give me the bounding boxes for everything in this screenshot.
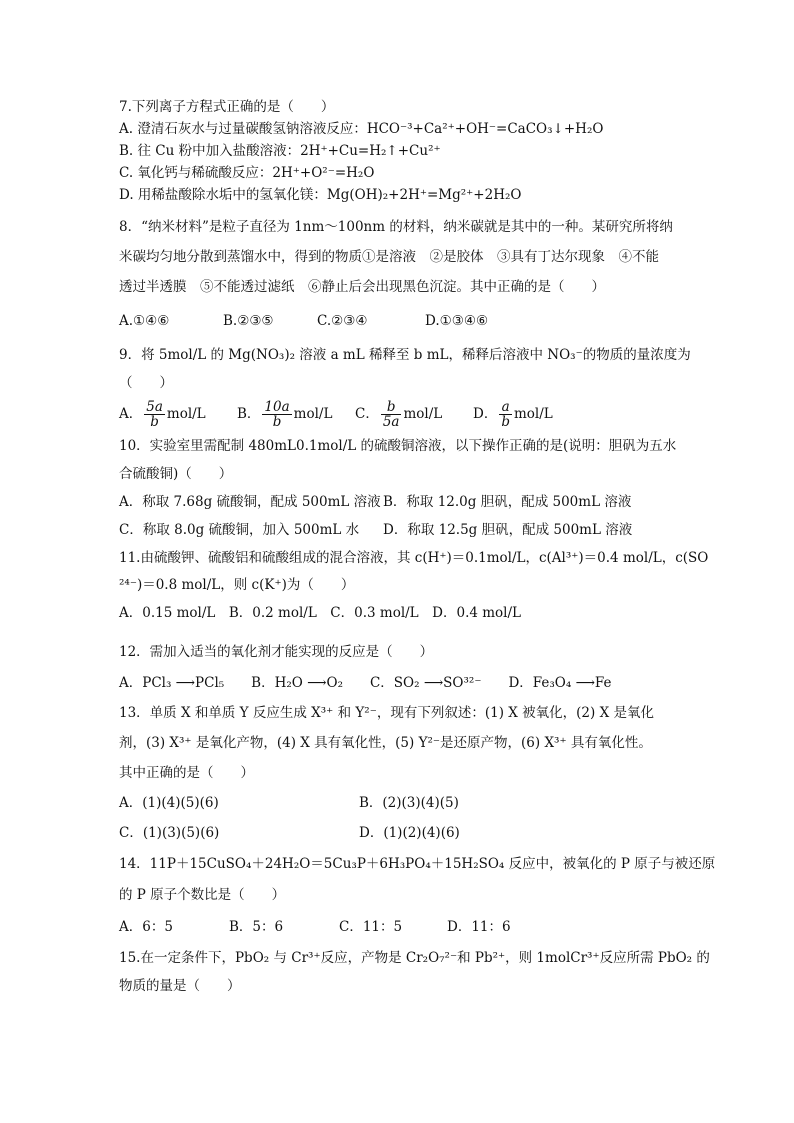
fraction xyxy=(499,400,512,429)
question-8-stem-line-1: 8．“纳米材料”是粒子直径为 1nm～100nm 的材料，纳米碳就是其中的一种。某研究所将纳 xyxy=(119,219,673,235)
question-7 xyxy=(119,96,679,206)
question-10-options-row-2 xyxy=(119,516,679,544)
question-7-stem: 7.下列离子方程式正确的是（ ） xyxy=(119,99,335,115)
question-8-option-a: A.①④⑥ xyxy=(119,313,170,329)
question-14-option-a: A．6：5 xyxy=(119,919,173,935)
denominator: b xyxy=(272,414,282,430)
question-9 xyxy=(119,340,691,432)
question-15 xyxy=(119,944,710,1000)
unit: mol/L xyxy=(293,406,333,422)
question-10-stem-line-2: 合硫酸铜)（ ） xyxy=(119,466,233,482)
question-11 xyxy=(119,544,709,628)
denominator: b xyxy=(501,414,510,430)
numerator: 10a xyxy=(264,399,290,415)
question-13-stem-line-1: 13．单质 X 和单质 Y 反应生成 X³⁺ 和 Y²⁻，现有下列叙述：(1) X 被氧化，(2) X 是氧化 xyxy=(119,705,654,721)
question-8 xyxy=(119,212,679,340)
question-8-stem-line-2: 米碳均匀地分散到蒸馏水中，得到的物质①是溶液 ②是胶体 ③具有丁达尔现象 ④不能 xyxy=(119,249,659,265)
denominator: 5a xyxy=(382,414,400,430)
question-8-options xyxy=(119,302,679,340)
question-13-stem-line-3: 其中正确的是（ ） xyxy=(119,765,254,781)
question-13-option-b: B．(2)(3)(4)(5) xyxy=(359,795,459,811)
unit: mol/L xyxy=(166,406,206,422)
question-10-stem-line-1: 10．实验室里需配制 480mL0.1mol/L 的硫酸铜溶液，以下操作正确的是(说明：胆矾为五水 xyxy=(119,438,677,454)
question-9-stem-line-2: （ ） xyxy=(119,375,173,391)
question-13-stem-line-2: 剂，(3) X³⁺ 是氧化产物，(4) X 具有氧化性，(5) Y²⁻是还原产物，(6) X³⁺ 具有氧化性。 xyxy=(119,735,652,751)
question-9-stem-line-1: 9．将 5mol/L 的 Mg(NO₃)₂ 溶液 a mL 稀释至 b mL，稀释后溶液中 NO₃⁻的物质的量浓度为 xyxy=(119,347,691,363)
question-15-stem-line-2: 物质的量是（ ） xyxy=(119,978,241,994)
question-9-option-c xyxy=(355,396,473,432)
unit: mol/L xyxy=(403,406,443,422)
question-12-stem: 12．需加入适当的氧化剂才能实现的反应是（ ） xyxy=(119,644,434,660)
question-9-options xyxy=(119,396,679,432)
question-10-option-c: C．称取 8.0g 硫酸铜，加入 500mL 水 xyxy=(119,522,360,538)
fraction xyxy=(381,400,402,429)
option-label: A． xyxy=(119,406,143,422)
question-9-option-a xyxy=(119,396,237,432)
question-14-option-b: B．5：6 xyxy=(229,919,284,935)
exam-page xyxy=(119,96,716,1000)
question-14-options xyxy=(119,910,679,944)
question-10-option-a: A．称取 7.68g 硫酸铜，配成 500mL 溶液 xyxy=(119,494,381,510)
numerator: 5a xyxy=(146,399,163,415)
question-13-option-d: D．(1)(2)(4)(6) xyxy=(359,825,460,841)
denominator: b xyxy=(150,414,159,430)
question-9-option-d xyxy=(473,396,553,432)
numerator: b xyxy=(381,400,402,415)
question-8-option-b: B.②③⑤ xyxy=(223,313,274,329)
question-7-option-a: A. 澄清石灰水与过量碳酸氢钠溶液反应：HCO⁻³+Ca²⁺+OH⁻=CaCO₃↓+H₂O xyxy=(119,121,604,137)
option-label: C． xyxy=(355,406,379,422)
question-14-option-d: D．11：6 xyxy=(447,919,511,935)
question-11-stem-line-1: 11.由硫酸钾、硫酸铝和硫酸组成的混合溶液，其 c(H⁺)＝0.1mol/L，c(Al³⁺)＝0.4 mol/L，c(SO xyxy=(119,550,709,566)
question-13 xyxy=(119,698,679,848)
question-8-option-d: D.①③④⑥ xyxy=(425,313,489,329)
question-8-stem-line-3: 透过半透膜 ⑤不能透过滤纸 ⑥静止后会出现黑色沉淀。其中正确的是（ ） xyxy=(119,279,605,295)
question-14-option-c: C．11：5 xyxy=(339,919,403,935)
question-7-option-b: B. 往 Cu 粉中加入盐酸溶液：2H⁺+Cu=H₂↑+Cu²⁺ xyxy=(119,143,441,159)
question-14-stem-line-2: 的 P 原子个数比是（ ） xyxy=(119,887,286,903)
question-13-options-row-2 xyxy=(119,818,679,848)
question-10-option-d: D．称取 12.5g 胆矾，配成 500mL 溶液 xyxy=(383,522,633,538)
question-10 xyxy=(119,432,679,544)
question-7-option-d: D. 用稀盐酸除水垢中的氢氧化镁：Mg(OH)₂+2H⁺=Mg²⁺+2H₂O xyxy=(119,187,522,203)
question-10-option-b: B．称取 12.0g 胆矾，配成 500mL 溶液 xyxy=(383,494,632,510)
question-12 xyxy=(119,636,679,698)
question-7-option-c: C. 氧化钙与稀硫酸反应：2H⁺+O²⁻=H₂O xyxy=(119,165,375,181)
question-12-options: A．PCl₃ ⟶PCl₅ B．H₂O ⟶O₂ C．SO₂ ⟶SO³²⁻ D．Fe₃O₄ ⟶Fe xyxy=(119,675,612,691)
fraction xyxy=(144,400,165,429)
question-10-options-row-1 xyxy=(119,488,679,516)
question-14-stem-line-1: 14．11P＋15CuSO₄＋24H₂O＝5Cu₃P＋6H₃PO₄＋15H₂SO₄ 反应中，被氧化的 P 原子与被还原 xyxy=(119,856,716,872)
fraction xyxy=(262,400,291,429)
option-label: D． xyxy=(473,406,498,422)
question-8-option-c: C.②③④ xyxy=(317,313,368,329)
question-15-stem-line-1: 15.在一定条件下，PbO₂ 与 Cr³⁺反应，产物是 Cr₂O₇²⁻和 Pb²⁺，则 1molCr³⁺反应所需 PbO₂ 的 xyxy=(119,950,710,966)
question-13-option-a: A．(1)(4)(5)(6) xyxy=(119,795,219,811)
question-13-option-c: C．(1)(3)(5)(6) xyxy=(119,825,220,841)
numerator: a xyxy=(499,400,512,415)
question-14 xyxy=(119,848,716,944)
unit: mol/L xyxy=(513,406,553,422)
question-11-stem-line-2: ²⁴⁻)＝0.8 mol/L，则 c(K⁺)为（ ） xyxy=(119,577,355,593)
question-11-options: A．0.15 mol/L B．0.2 mol/L C．0.3 mol/L D．0.4 mol/L xyxy=(119,605,521,621)
question-13-options-row-1 xyxy=(119,788,679,818)
option-label: B． xyxy=(237,406,261,422)
question-9-option-b xyxy=(237,396,355,432)
